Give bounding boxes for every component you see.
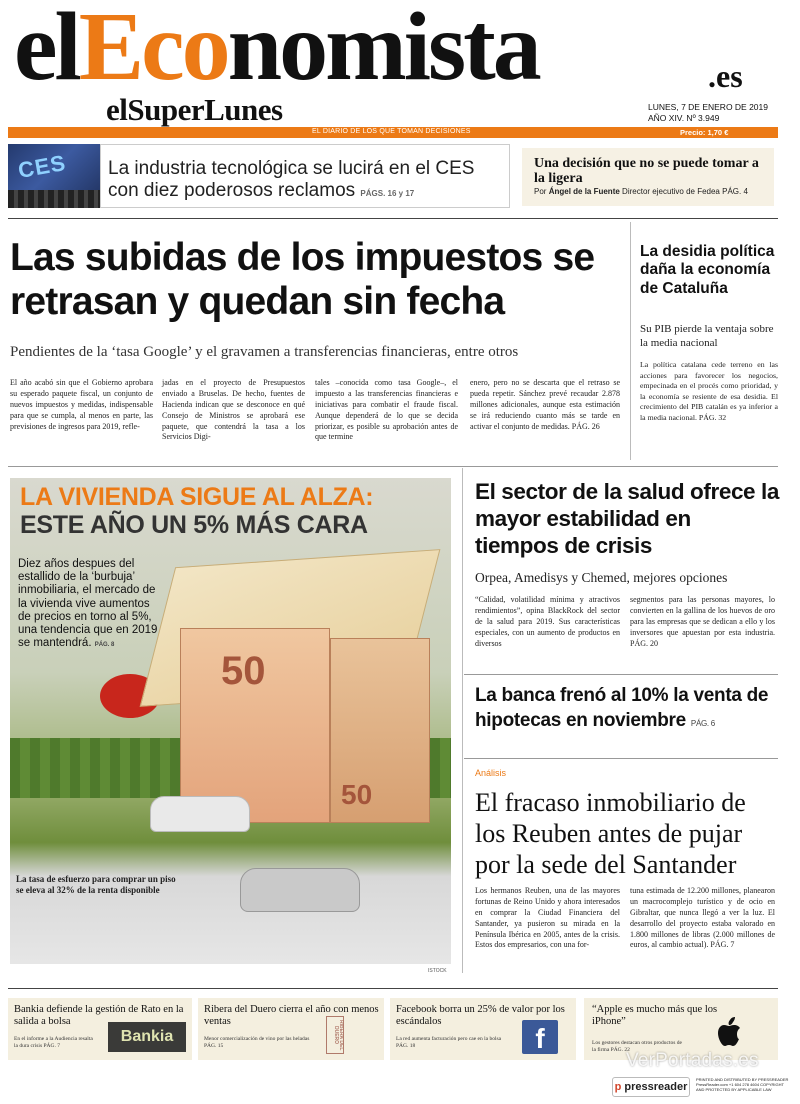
banknote-house-side	[330, 638, 430, 823]
housing-description	[18, 558, 158, 651]
catalonia-body: La política catalana cede terreno en las acciones para favorecer los negocios, empecinada en el procés como prioridad, y la economía se resiente de esa desidia. El crecimiento del PIB catalán es ya inferior a la media nacional. PÁG. 32	[640, 360, 778, 422]
bankia-logo: Bankia	[108, 1022, 186, 1052]
column-divider	[462, 468, 463, 973]
photo-credit: ISTOCK	[428, 968, 447, 974]
main-headline[interactable]: Las subidas de los impuestos se retrasan y quedan sin fecha	[10, 236, 595, 323]
pressreader-label: pressreader	[624, 1081, 688, 1093]
opinion-byline	[534, 188, 774, 197]
apple-icon	[710, 1014, 750, 1054]
housing-headline-line-1: LA VIVIENDA SIGUE AL ALZA:	[20, 483, 374, 511]
byline-prefix: Por	[534, 187, 547, 196]
ces-page-ref: PÁGS. 16 y 17	[360, 189, 415, 199]
health-headline[interactable]: El sector de la salud ofrece la mayor estabilidad en tiempos de crisis	[475, 479, 779, 558]
opinion-author-role: Director ejecutivo de Fedea	[622, 187, 720, 196]
issue-date-block	[648, 102, 778, 123]
banknote-house-front	[180, 628, 330, 823]
health-body-col-2: segmentos para las personas mayores, lo convierten en la gallina de los huevos de oro para las empresas que se dedican a ello y los inversores que apuestan por esta industria. PÁG. 20	[630, 595, 775, 648]
housing-headline-line-2: ESTE AÑO UN 5% MÁS CARA	[20, 510, 368, 539]
pressreader-icon: p	[614, 1081, 622, 1093]
toy-car	[150, 796, 250, 832]
footer-subhead: En el informe a la Audiencia resalta la dura crisis PÁG. 7	[14, 1036, 93, 1049]
ces-teaser[interactable]	[108, 158, 508, 203]
housing-page-ref: PÁG. 8	[94, 642, 115, 649]
main-body-col-4: enero, pero no se descarta que el retraso se pueda repetir. Sánchez prevé recaudar 2.878 millones adicionales, aunque esta estimación se irá reduciendo cuanto más se tarde en activar el conjunto de medidas. PÁG. 26	[470, 378, 620, 431]
main-body-col-1: El año acabó sin que el Gobierno aprobara su esperado paquete fiscal, un conjunto de nuevos impuestos y medidas, indispensable para que se cumpla, al menos en parte, las previsiones de ingresos para 2019, refle-	[10, 378, 153, 431]
housing-headline[interactable]	[20, 484, 450, 539]
apple-icon-svg	[713, 1014, 747, 1052]
note-value: 50	[221, 649, 266, 693]
section-divider	[8, 218, 778, 219]
distribution-notice: PRINTED AND DISTRIBUTED BY PRESSREADER PressReader.com +1 604 278 4604 COPYRIGHT AND PROTECTED BY APPLICABLE LAW	[696, 1077, 789, 1092]
facebook-icon: f	[522, 1020, 558, 1054]
column-divider	[630, 222, 631, 460]
logo-domain: .es	[708, 58, 743, 94]
pressreader-badge[interactable]	[612, 1077, 690, 1097]
section-divider	[464, 674, 778, 675]
mortgage-headline[interactable]	[475, 684, 780, 733]
main-body-col-3: tales –conocida como tasa Google–, el impuesto a las transferencias financieras e iniciativas para combatir el fraude fiscal. Aunque dependerá de lo que se decida priorizar, es posible su aprobación antes de que termine	[315, 378, 458, 442]
price: Precio: 1,70 €	[680, 128, 729, 137]
tagline: EL DIARIO DE LOS QUE TOMAN DECISIONES	[312, 128, 471, 135]
logo-el: el	[14, 0, 79, 101]
main-subhead: Pendientes de la ‘tasa Google’ y el gravamen a transferencias financieras, entre otros	[10, 344, 519, 360]
ces-photo[interactable]	[8, 144, 100, 208]
opinion-author: Ángel de la Fuente	[548, 187, 620, 196]
footer-headline: Ribera del Duero cierra el año con menos ventas	[204, 1004, 379, 1028]
analysis-label: Análisis	[475, 768, 507, 778]
footer-subhead: Menor comercialización de vino por las heladas PÁG. 15	[204, 1036, 310, 1049]
ces-headline: La industria tecnológica se lucirá en el CES con diez poderosos reclamos	[108, 158, 475, 202]
catalonia-headline[interactable]: La desidia política daña la economía de Cataluña	[640, 243, 775, 297]
footer-headline: Facebook borra un 25% de valor por los escándalos	[396, 1004, 565, 1028]
footer-headline: Bankia defiende la gestión de Rato en la salida a bolsa	[14, 1004, 184, 1028]
reuben-body-col-1: Los hermanos Reuben, una de las mayores fortunas de Reino Unido y ahora interesados en comprar la Ciudad Financiera del Santander, ya pusieron su mirada en la Península Ibérica en 2005, antes de la crisis. Estos dos empresarios, con una for-	[475, 886, 620, 950]
health-body-col-1: “Calidad, volatilidad mínima y atractivos rendimientos”, opina BlackRock del sector de la salud para 2019. Sus características especiales, con un aumento de productos en diversos	[475, 595, 620, 648]
mortgage-page-ref: PÁG. 6	[690, 718, 715, 728]
section-divider	[8, 466, 778, 467]
ribera-logo: RIBERA DEL DUERO	[326, 1016, 344, 1054]
note-value: 50	[341, 779, 373, 810]
housing-caption: La tasa de esfuerzo para comprar un piso se eleva al 32% de la renta disponible	[16, 874, 176, 896]
opinion-title[interactable]: Una decisión que no se puede tomar a la ligera	[534, 156, 759, 187]
section-divider	[8, 988, 778, 989]
crowd-shape	[8, 190, 100, 208]
health-subhead: Orpea, Amedisys y Chemed, mejores opciones	[475, 570, 728, 585]
masthead	[0, 0, 800, 128]
footer-subhead: La red aumenta facturación pero cae en la bolsa PÁG. 18	[396, 1036, 502, 1049]
watermark: VerPortadas.es	[626, 1050, 759, 1071]
catalonia-subhead: Su PIB pierde la ventaja sobre la media nacional	[640, 323, 774, 349]
issue-number: AÑO XIV. Nº 3.949	[648, 112, 720, 123]
toy-car	[240, 868, 360, 912]
newspaper-logo[interactable]	[14, 0, 539, 101]
reuben-headline[interactable]: El fracaso inmobiliario de los Reuben antes de pujar por la sede del Santander	[475, 788, 746, 880]
ces-photo-label: CES	[16, 150, 68, 184]
footer-subhead: Los gestores destacan otros productos de la firma PÁG. 22	[592, 1040, 682, 1053]
section-divider	[464, 758, 778, 759]
logo-eco: Eco	[78, 0, 228, 101]
opinion-page-ref: PÁG. 4	[722, 187, 748, 196]
footer-headline: “Apple es mucho más que los iPhone”	[592, 1004, 718, 1028]
housing-description-text: Diez años despues del estallido de la ‘burbuja’ inmobiliaria, el mercado de la vivienda vive aumentos de precios en torno al 5%, una tendencia que en 2019 se mantendrá.	[18, 558, 158, 650]
reuben-body-col-2: tuna estimada de 12.200 millones, planearon un macrocomplejo turístico y de ocio en Gibraltar, que nunca llegó a ver la luz. El desarrollo del proyecto estaba valorado en 1.800 millones de libras (2.000 millones de euros, al cambio actual). PÁG. 7	[630, 886, 775, 950]
logo-nomista: nomista	[227, 0, 539, 101]
main-body-col-2: jadas en el proyecto de Presupuestos enviado a Bruselas. De hecho, fuentes de Hacienda indican que se desconoce en qué Consejo de Ministros se aprobará ese paquete, que contendrá la tasa a los Servicios Digi-	[162, 378, 305, 442]
mortgage-headline-text: La banca frenó al 10% la venta de hipotecas en noviembre	[475, 685, 769, 731]
issue-date: LUNES, 7 DE ENERO DE 2019	[648, 102, 768, 112]
supplement-name: elSuperLunes	[106, 92, 283, 127]
